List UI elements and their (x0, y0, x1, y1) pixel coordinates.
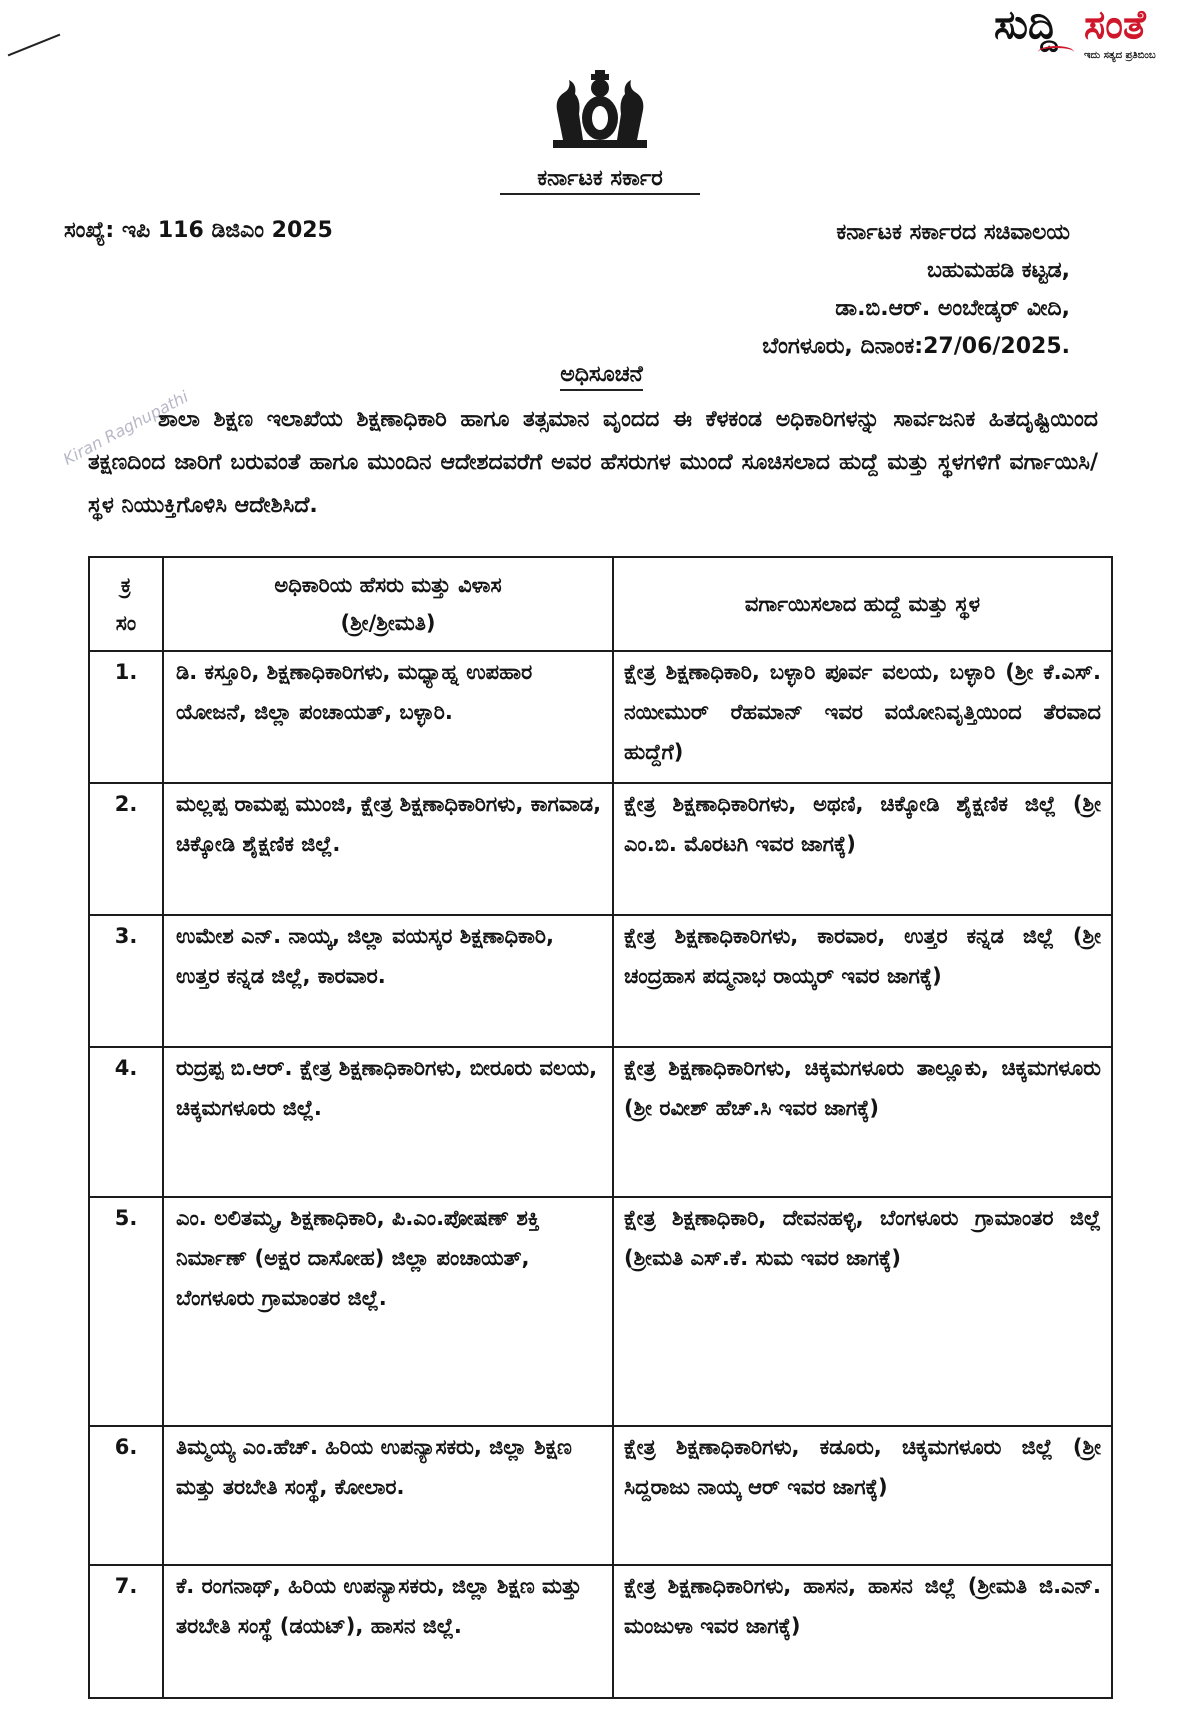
transfer-table (88, 556, 1113, 1699)
car-swoosh-icon (1038, 46, 1074, 58)
address-line-1: ಕರ್ನಾಟಕ ಸರ್ಕಾರದ ಸಚಿವಾಲಯ (836, 220, 1070, 245)
table-header-row (89, 557, 1112, 651)
posting-header: ವರ್ಗಾಯಿಸಲಾದ ಹುದ್ದೆ ಮತ್ತು ಸ್ಥಳ (613, 557, 1112, 651)
serial-cell: 2. (89, 783, 163, 915)
table-row (89, 915, 1112, 1047)
notification-body: ಶಾಲಾ ಶಿಕ್ಷಣ ಇಲಾಖೆಯ ಶಿಕ್ಷಣಾಧಿಕಾರಿ ಹಾಗೂ ತತ್ಸಮಾನ ವೃಂದದ ಈ ಕೆಳಕಂಡ ಅಧಿಕಾರಿಗಳನ್ನು ಸಾರ್ವಜನಿಕ ಹಿತದೃಷ್ಟಿಯಿಂದ ತಕ್ಷಣದಿಂದ ಜಾರಿಗೆ ಬರುವಂತೆ ಹಾಗೂ ಮುಂದಿನ ಆದೇಶದವರೆಗೆ ಅವರ ಹೆಸರುಗಳ ಮುಂದೆ ಸೂಚಿಸಲಾದ ಹುದ್ದೆ ಮತ್ತು ಸ್ಥಳಗಳಿಗೆ ವರ್ಗಾಯಿಸಿ/ ಸ್ಥಳ ನಿಯುಕ್ತಿಗೊಳಿಸಿ ಆದೇಶಿಸಿದೆ. (88, 407, 1098, 518)
officer-header (163, 557, 613, 651)
serial-cell: 4. (89, 1047, 163, 1197)
address-line-3: ಡಾ.ಬಿ.ಆರ್. ಅಂಬೇಡ್ಕರ್ ವೀದಿ, (835, 296, 1070, 321)
table-row (89, 1426, 1112, 1565)
posting-cell: ಕ್ಷೇತ್ರ ಶಿಕ್ಷಣಾಧಿಕಾರಿಗಳು, ಕಡೂರು, ಚಿಕ್ಕಮಗಳೂರು ಜಿಲ್ಲೆ (ಶ್ರೀ ಸಿದ್ದರಾಜು ನಾಯ್ಕ ಆರ್ ಇವರ ಜಾಗಕ್ಕೆ) (613, 1426, 1112, 1565)
serial-header-line-2: ಸಂ (115, 611, 137, 635)
posting-cell: ಕ್ಷೇತ್ರ ಶಿಕ್ಷಣಾಧಿಕಾರಿಗಳು, ಕಾರವಾರ, ಉತ್ತರ ಕನ್ನಡ ಜಿಲ್ಲೆ (ಶ್ರೀ ಚಂದ್ರಹಾಸ ಪದ್ಮನಾಭ ರಾಯ್ಕರ್ ಇವರ ಜಾಗಕ್ಕೆ) (613, 915, 1112, 1047)
officer-cell: ಎಂ. ಲಲಿತಮ್ಮ, ಶಿಕ್ಷಣಾಧಿಕಾರಿ, ಪಿ.ಎಂ.ಪೋಷಣ್ ಶಕ್ತಿ ನಿರ್ಮಾಣ್ (ಅಕ್ಷರ ದಾಸೋಹ) ಜಿಲ್ಲಾ ಪಂಚಾಯತ್, ಬೆಂಗಳೂರು ಗ್ರಾಮಾಂತರ ಜಿಲ್ಲೆ. (163, 1197, 613, 1426)
notification-heading (0, 362, 1203, 387)
officer-cell: ತಿಮ್ಮಯ್ಯ ಎಂ.ಹೆಚ್. ಹಿರಿಯ ಉಪನ್ಯಾಸಕರು, ಜಿಲ್ಲಾ ಶಿಕ್ಷಣ ಮತ್ತು ತರಬೇತಿ ಸಂಸ್ಥೆ, ಕೋಲಾರ. (163, 1426, 613, 1565)
posting-cell: ಕ್ಷೇತ್ರ ಶಿಕ್ಷಣಾಧಿಕಾರಿ, ಬಳ್ಳಾರಿ ಪೂರ್ವ ವಲಯ, ಬಳ್ಳಾರಿ (ಶ್ರೀ ಕೆ.ಎಸ್. ನಯೀಮುರ್ ರೆಹಮಾನ್ ಇವರ ವಯೋನಿವೃತ್ತಿಯಿಂದ ತೆರವಾದ ಹುದ್ದೆಗೆ) (613, 651, 1112, 783)
notification-title: ಅಧಿಸೂಚನೆ (560, 362, 643, 391)
karnataka-emblem-icon (545, 70, 655, 152)
serial-cell: 3. (89, 915, 163, 1047)
table-row (89, 651, 1112, 783)
officer-cell: ಮಲ್ಲಪ್ಪ ರಾಮಪ್ಪ ಮುಂಜಿ, ಕ್ಷೇತ್ರ ಶಿಕ್ಷಣಾಧಿಕಾರಿಗಳು, ಕಾಗವಾಡ, ಚಿಕ್ಕೋಡಿ ಶೈಕ್ಷಣಿಕ ಜಿಲ್ಲೆ. (163, 783, 613, 915)
serial-cell: 1. (89, 651, 163, 783)
officer-header-line-2: (ಶ್ರೀ/ಶ್ರೀಮತಿ) (340, 611, 436, 635)
table-row (89, 1047, 1112, 1197)
officer-cell: ಉಮೇಶ ಎನ್. ನಾಯ್ಕ, ಜಿಲ್ಲಾ ವಯಸ್ಕರ ಶಿಕ್ಷಣಾಧಿಕಾರಿ, ಉತ್ತರ ಕನ್ನಡ ಜಿಲ್ಲೆ, ಕಾರವಾರ. (163, 915, 613, 1047)
posting-cell: ಕ್ಷೇತ್ರ ಶಿಕ್ಷಣಾಧಿಕಾರಿಗಳು, ಹಾಸನ, ಹಾಸನ ಜಿಲ್ಲೆ (ಶ್ರೀಮತಿ ಜಿ.ಎನ್. ಮಂಜುಳಾ ಇವರ ಜಾಗಕ್ಕೆ) (613, 1565, 1112, 1698)
officer-cell: ಡಿ. ಕಸ್ತೂರಿ, ಶಿಕ್ಷಣಾಧಿಕಾರಿಗಳು, ಮಧ್ಯಾಹ್ನ ಉಪಹಾರ ಯೋಜನೆ, ಜಿಲ್ಲಾ ಪಂಚಾಯತ್, ಬಳ್ಳಾರಿ. (163, 651, 613, 783)
pen-mark (8, 34, 61, 57)
table-row (89, 1565, 1112, 1698)
brand-word-1: ಸುದ್ದಿ (994, 2, 1058, 48)
posting-cell: ಕ್ಷೇತ್ರ ಶಿಕ್ಷಣಾಧಿಕಾರಿಗಳು, ಅಥಣಿ, ಚಿಕ್ಕೋಡಿ ಶೈಕ್ಷಣಿಕ ಜಿಲ್ಲೆ (ಶ್ರೀ ಎಂ.ಬಿ. ಮೊರಟಗಿ ಇವರ ಜಾಗಕ್ಕೆ) (613, 783, 1112, 915)
address-line-2: ಬಹುಮಹಡಿ ಕಟ್ಟಡ, (926, 258, 1070, 283)
reference-number: ಸಂಖ್ಯೆ: ಇಪಿ 116 ಡಿಜಿಎಂ 2025 (64, 218, 333, 243)
posting-cell: ಕ್ಷೇತ್ರ ಶಿಕ್ಷಣಾಧಿಕಾರಿ, ದೇವನಹಳ್ಳಿ, ಬೆಂಗಳೂರು ಗ್ರಾಮಾಂತರ ಜಿಲ್ಲೆ (ಶ್ರೀಮತಿ ಎಸ್.ಕೆ. ಸುಮ ಇವರ ಜಾಗಕ್ಕೆ) (613, 1197, 1112, 1426)
serial-header (89, 557, 163, 651)
officer-cell: ಕೆ. ರಂಗನಾಥ್, ಹಿರಿಯ ಉಪನ್ಯಾಸಕರು, ಜಿಲ್ಲಾ ಶಿಕ್ಷಣ ಮತ್ತು ತರಬೇತಿ ಸಂಸ್ಥೆ (ಡಯಟ್), ಹಾಸನ ಜಿಲ್ಲೆ. (163, 1565, 613, 1698)
address-line-4: ಬೆಂಗಳೂರು, ದಿನಾಂಕ:27/06/2025. (762, 334, 1070, 359)
posting-cell: ಕ್ಷೇತ್ರ ಶಿಕ್ಷಣಾಧಿಕಾರಿಗಳು, ಚಿಕ್ಕಮಗಳೂರು ತಾಲ್ಲೂಕು, ಚಿಕ್ಕಮಗಳೂರು (ಶ್ರೀ ರವೀಶ್ ಹೆಚ್.ಸಿ ಇವರ ಜಾಗಕ್ಕೆ) (613, 1047, 1112, 1197)
brand-logo (994, 2, 1203, 64)
brand-word-2: ಸಂತೆ (1084, 2, 1146, 48)
table-row (89, 783, 1112, 915)
office-address (640, 214, 1070, 366)
brand-tagline: ಇದು ಸತ್ಯದ ಪ್ರತಿಬಿಂಬ (1084, 50, 1156, 61)
serial-cell: 7. (89, 1565, 163, 1698)
serial-cell: 5. (89, 1197, 163, 1426)
serial-header-line-1: ಕ್ರ (120, 573, 132, 597)
table-row (89, 1197, 1112, 1426)
serial-cell: 6. (89, 1426, 163, 1565)
officer-header-line-1: ಅಧಿಕಾರಿಯ ಹೆಸರು ಮತ್ತು ವಿಳಾಸ (274, 573, 502, 597)
watermark-signature: Kiran Raghupathi (60, 386, 192, 469)
officer-cell: ರುದ್ರಪ್ಪ ಬಿ.ಆರ್. ಕ್ಷೇತ್ರ ಶಿಕ್ಷಣಾಧಿಕಾರಿಗಳು, ಬೀರೂರು ವಲಯ, ಚಿಕ್ಕಮಗಳೂರು ಜಿಲ್ಲೆ. (163, 1047, 613, 1197)
government-title: ಕರ್ನಾಟಕ ಸರ್ಕಾರ (500, 166, 700, 195)
